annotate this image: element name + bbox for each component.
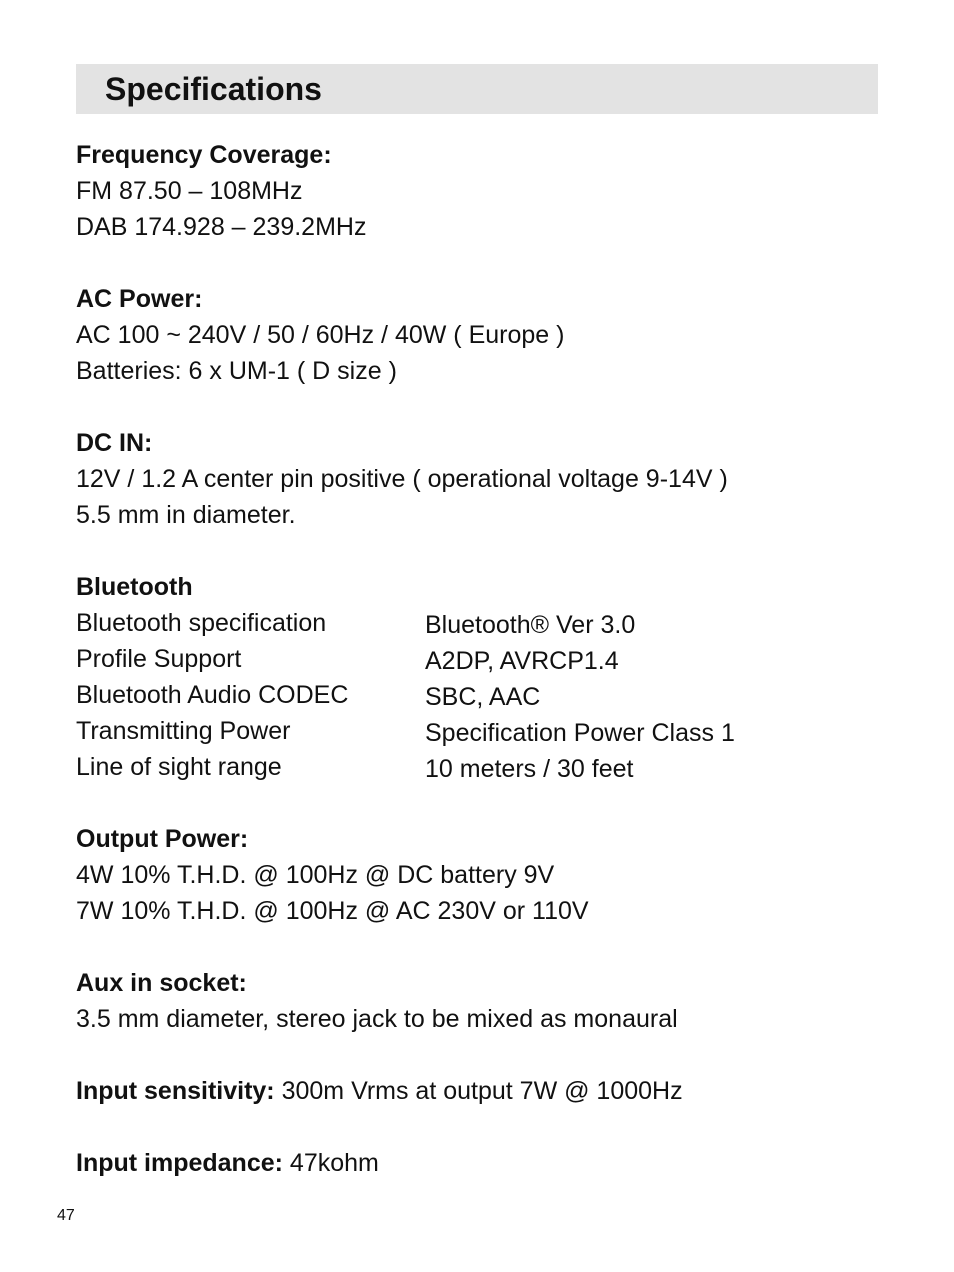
bluetooth-range-row <box>76 749 896 785</box>
output-power-battery-line: 4W 10% T.H.D. @ 100Hz @ DC battery 9V <box>76 861 555 889</box>
bluetooth-label: Bluetooth <box>76 573 193 601</box>
bluetooth-spec-key: Bluetooth specification <box>76 609 327 637</box>
dc-in-section <box>76 425 896 533</box>
bluetooth-spec-value: Bluetooth® Ver 3.0 <box>425 611 636 639</box>
bluetooth-range-value: 10 meters / 30 feet <box>425 755 634 783</box>
aux-in-description: 3.5 mm diameter, stereo jack to be mixed as monaural <box>76 1005 678 1033</box>
ac-power-section <box>76 281 896 389</box>
bluetooth-section <box>76 569 896 785</box>
bluetooth-codec-row <box>76 677 896 713</box>
bluetooth-power-value: Specification Power Class 1 <box>425 719 735 747</box>
bluetooth-profile-key: Profile Support <box>76 645 242 673</box>
page-title: Specifications <box>105 71 322 107</box>
section-header-bar <box>76 64 878 114</box>
input-impedance-label: Input impedance: <box>76 1149 283 1177</box>
input-sensitivity-section <box>76 1073 896 1109</box>
output-power-section <box>76 821 896 929</box>
input-sensitivity-line <box>76 1073 896 1109</box>
input-impedance-value: 47kohm <box>282 1149 379 1177</box>
output-power-label: Output Power: <box>76 825 249 853</box>
input-impedance-line <box>76 1145 896 1181</box>
bluetooth-profile-row <box>76 641 896 677</box>
ac-power-label: AC Power: <box>76 285 203 313</box>
aux-in-label: Aux in socket: <box>76 969 247 997</box>
bluetooth-power-row <box>76 713 896 749</box>
aux-in-section <box>76 965 896 1037</box>
frequency-coverage-label: Frequency Coverage: <box>76 141 332 169</box>
dc-in-voltage-line: 12V / 1.2 A center pin positive ( operational voltage 9-14V ) <box>76 465 728 493</box>
input-sensitivity-label: Input sensitivity: <box>76 1077 275 1105</box>
page-number: 47 <box>57 1207 75 1224</box>
ac-power-batteries-line: Batteries: 6 x UM-1 ( D size ) <box>76 357 397 385</box>
dc-in-label: DC IN: <box>76 429 153 457</box>
bluetooth-range-key: Line of sight range <box>76 753 282 781</box>
frequency-fm-line: FM 87.50 – 108MHz <box>76 177 303 205</box>
ac-power-mains-line: AC 100 ~ 240V / 50 / 60Hz / 40W ( Europe ) <box>76 321 565 349</box>
bluetooth-profile-value: A2DP, AVRCP1.4 <box>425 647 619 675</box>
dc-in-diameter-line: 5.5 mm in diameter. <box>76 501 296 529</box>
frequency-dab-line: DAB 174.928 – 239.2MHz <box>76 213 367 241</box>
bluetooth-power-key: Transmitting Power <box>76 717 291 745</box>
frequency-coverage-section <box>76 137 896 245</box>
input-impedance-section <box>76 1145 896 1181</box>
input-sensitivity-value: 300m Vrms at output 7W @ 1000Hz <box>274 1077 683 1105</box>
bluetooth-spec-row <box>76 605 896 641</box>
bluetooth-codec-key: Bluetooth Audio CODEC <box>76 681 349 709</box>
output-power-ac-line: 7W 10% T.H.D. @ 100Hz @ AC 230V or 110V <box>76 897 589 925</box>
bluetooth-codec-value: SBC, AAC <box>425 683 541 711</box>
specifications-content <box>76 137 896 1217</box>
